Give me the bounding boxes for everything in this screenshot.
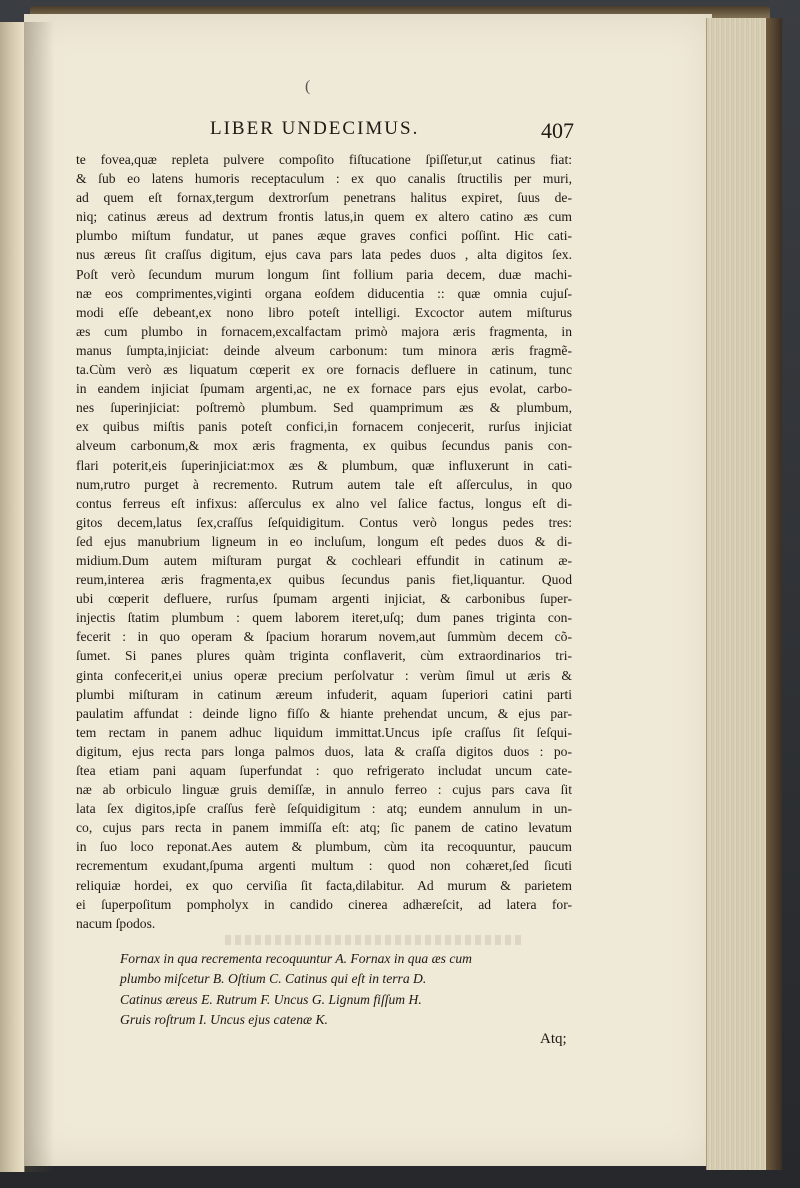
text-line: manus ſumpta,injiciat: deinde alveum carbonum: tum minora æris fragmẽ- [76,342,572,358]
text-line: nus æreus ſit craſſus digitum, ejus cava pars lata pedes duos , alta digitos ſex. [76,247,572,263]
legend-line: Catinus æreus E. Rutrum F. Uncus G. Lignum fiſſum H. [120,991,422,1007]
text-line: injectis ſtatim plumbum : quem laborem iteret,uſq; dum panes triginta con- [76,610,572,626]
text-line: ſumet. Si panes plures quàm triginta conflaverit, cùm extraordinarios tri- [76,648,572,664]
text-line: ta.Cùm verò æs liquatum cœperit ex ore fornacis defluere in catinum, tunc [76,362,572,378]
text-line: nacum ſpodos. [76,915,156,931]
gutter-shadow [24,22,54,1172]
legend-line: Gruis roſtrum I. Uncus ejus catenæ K. [120,1012,328,1028]
text-line: ei ſuperpoſitum pompholyx in candido cinerea adhæreſcit, ad latera for- [76,896,572,912]
text-line: reliquiæ hordei, ex quo cerviſia ſit facta,dilabitur. Ad murum & parietem [76,877,572,893]
text-line: contus ferreus eſt infixus: aſſerculus ex alno vel ſalice factus, longus eſt di- [76,495,572,511]
text-line: Poſt verò ſecundum murum longum ſint follium paria decem, duæ machi- [76,266,572,282]
legend-line: plumbo miſcetur B. Oſtium C. Catinus qui eſt in terra D. [120,971,427,987]
show-through [225,935,525,945]
running-head: LIBER UNDECIMUS. [210,118,420,139]
text-line: niq; catinus æreus ad dextrum frontis latus,in quem ex altero catino æs cum [76,209,572,225]
figure-legend [120,949,550,1031]
text-line: modi eſſe debeant,ex nono libro poteſt intelligi. Excoctor autem miſturus [76,304,572,320]
text-line: lata ſex digitos,ipſe craſſus ferè ſeſquidigitum : atq; eundem annulum in un- [76,801,572,817]
text-line: æs cum plumbo in fornacem,excalfactam primò majora æris fragmenta, in [76,323,572,339]
text-line: tem rectam in panem adhuc liquidum immittat.Uncus ipſe craſſus ſit ſeſqui- [76,724,572,740]
text-line: plumbo miſtum fundatur, ut panes æque graves confici poſſint. Hic cati- [76,228,572,244]
text-line: num,rutro purget à recremento. Rutrum autem tale eſt aſſerculus, in quo [76,476,572,492]
text-line: næ eos comprimentes,viginti organa eoſdem diducentia :: quæ omnia cujuſ- [76,285,572,301]
text-line: & ſub eo latens humoris receptaculum : ex quo canalis ſtructilis per muri, [76,171,572,187]
text-line: ſtea etiam pani aquam ſuperfundat : quo refrigerato includat uncum cate- [76,763,572,778]
text-line: ſed ejus manubrium ligneum in eo incluſum, longum eſt pedes duos & di- [76,533,572,549]
text-line: ad quem eſt fornax,tergum dextrorſum penetrans halitus expiret, ſuus de- [76,190,572,206]
text-line: paulatim affundat : deinde ligno fiſſo & hiante prehendat uncum, & ejus par- [76,705,572,721]
text-line: ex quibus miſtis panis poteſt confici,in fornacem conjecerit, rurſus injiciat [76,419,572,435]
text-line: in ſuo loco reponat.Aes autem & plumbum, cùm ita recoquuntur, paucum [76,839,572,855]
text-line: plumbi miſturam in catinum æreum infuderit, aquam ſuperiori catini parti [76,686,572,702]
legend-line: Fornax in qua recrementa recoquuntur A. Fornax in qua æs cum [120,951,473,966]
text-line: fecerit : in quo operam & ſpacium horarum novem,aut ſummùm decem cõ- [76,629,572,645]
body-text [76,150,572,933]
text-line: midium.Dum autem miſturam purgat & cochleari effundit in catinum æ- [76,552,572,568]
text-line: flari poterit,eis ſuperinjiciat:mox æs & plumbum, quæ influxerunt in cati- [76,457,572,473]
facing-page-edge [0,22,25,1172]
text-line: recrementum exudant,ſpuma argenti multum : quod non cohæret,ſed ſicuti [76,858,572,874]
page-block-fore-edge [706,18,769,1170]
text-line: gitos decem,latus ſex,craſſus ſeſquidigitum. Contus verò longus pedes tres: [76,514,572,530]
cover-board [766,18,782,1170]
text-line: in eandem injiciat ſpumam argenti,ac, ne ex fornace pars ejus evolat, carbo- [76,381,572,397]
text-line: ginta confecerit,ei unius operæ precium perſolvatur : verùm ſimul ut æris & [76,667,572,683]
text-line: co, cujus pars recta in panem immiſſa eſt: atq; ſic panem de catino levatum [76,820,572,836]
text-line: ubi cœperit defluere, rurſus ſpumam argenti injiciat, & carbonibus ſuper- [76,591,572,607]
catchword: Atq; [540,1031,567,1047]
text-line: reum,interea æris fragmenta,ex quibus ſecundus panis fiet,liquantur. Quod [76,572,572,588]
text-line: te fovea,quæ repleta pulvere compoſito fiſtucatione ſpiſſetur,ut catinus fiat: [76,152,572,167]
page-mark: ( [305,78,311,95]
text-line: alveum carbonum,& mox æris fragmenta, ex quibus ſecundus panis con- [76,438,572,454]
text-line: nes ſuperinjiciat: poſtremò plumbum. Sed quamprimum æs & plumbum, [76,400,572,416]
text-line: næ ab orbiculo linguæ gruis demiſſæ, in annulo ferreo : cujus pars cava ſit [76,782,572,798]
page-number: 407 [541,118,574,143]
text-line: digitum, ejus recta pars longa palmos duos, lata & craſſa digitos duos : po- [76,743,572,759]
